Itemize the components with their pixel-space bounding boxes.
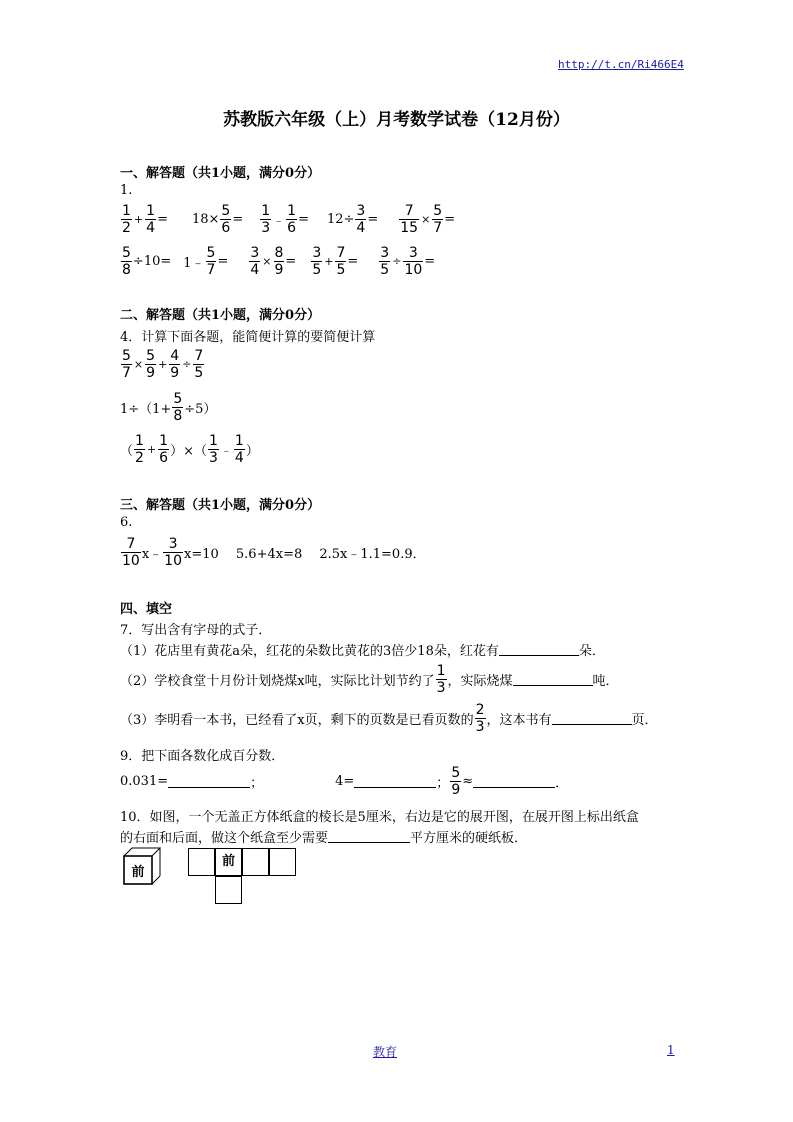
section-3-heading: 三、解答题（共1小题，满分0分）: [120, 498, 321, 513]
fraction: $\frac{7}{15}$: [400, 203, 419, 236]
question-1-number: 1.: [120, 183, 133, 198]
question-4: 4．计算下面各题，能简便计算的要简便计算: [120, 330, 376, 345]
fraction: $\frac{1}{6}$: [287, 203, 297, 236]
answer-blank[interactable]: [354, 775, 436, 788]
section-1-heading: 一、解答题（共1小题，满分0分）: [120, 166, 321, 181]
fraction: $\frac{1}{3}$: [436, 663, 446, 696]
fraction: $\frac{4}{9}$: [170, 348, 180, 381]
answer-blank[interactable]: [499, 643, 579, 656]
answer-blank[interactable]: [473, 775, 555, 788]
fraction: $\frac{7}{10}$: [122, 536, 140, 569]
fraction: $\frac{5}{9}$: [146, 348, 156, 381]
answer-blank[interactable]: [552, 712, 632, 725]
fraction: $\frac{5}{8}$: [122, 245, 131, 278]
fraction: $\frac{1}{2}$: [122, 203, 131, 236]
fraction: $\frac{5}{8}$: [173, 391, 183, 424]
fraction: $\frac{1}{3}$: [208, 433, 218, 466]
fraction: $\frac{5}{9}$: [451, 765, 461, 798]
fraction: $\frac{5}{6}$: [221, 203, 231, 236]
question-10-line-1: 10．如图，一个无盖正方体纸盒的棱长是5厘米，右边是它的展开图，在展开图上标出纸盒: [120, 810, 639, 825]
question-7: 7．写出含有字母的式子．: [120, 623, 272, 638]
fraction: $\frac{3}{5}$: [380, 245, 390, 278]
header-url[interactable]: http://t.cn/Ri466E4: [558, 58, 684, 71]
fraction: $\frac{1}{4}$: [146, 203, 156, 236]
question-9: 9．把下面各数化成百分数．: [120, 749, 285, 764]
section-2-heading: 二、解答题（共1小题，满分0分）: [120, 308, 321, 323]
fraction: $\frac{1}{4}$: [234, 433, 244, 466]
answer-blank[interactable]: [513, 673, 593, 686]
fraction: $\frac{5}{7}$: [433, 203, 443, 236]
fraction: $\frac{3}{10}$: [404, 245, 423, 278]
question-6-number: 6.: [120, 515, 133, 530]
fraction: $\frac{5}{7}$: [122, 348, 131, 381]
fraction: $\frac{3}{4}$: [356, 203, 366, 236]
fraction: $\frac{7}{5}$: [194, 348, 204, 381]
footer-link[interactable]: 教育: [373, 1045, 398, 1059]
question-7-2: （2）学校食堂十月份计划烧煤x吨，实际比计划节约了 $\frac{1}{3}$ ，实际烧煤 吨．: [120, 663, 619, 696]
net-cell: [269, 848, 296, 876]
question-7-3: （3）李明看一本书，已经看了x页，剩下的页数是已看页数的 $\frac{2}{3}$ ，这本书有 页．: [120, 702, 658, 735]
s2-expr-3: （ $\frac{1}{2}$ + $\frac{1}{6}$ ）×（ $\frac{1}{3}$ ﹣ $\frac{1}{4}$ ）: [120, 433, 259, 466]
open-box-figure: [122, 846, 162, 886]
net-cell: [215, 876, 242, 904]
net-cell: [188, 848, 215, 876]
s2-expr-2: 1÷（1+ $\frac{5}{8}$ ÷5）: [120, 391, 217, 424]
net-cell: [242, 848, 269, 876]
fraction: $\frac{2}{3}$: [475, 702, 485, 735]
fraction: $\frac{3}{10}$: [164, 536, 182, 569]
page-title: 苏教版六年级（上）月考数学试卷（12月份）: [223, 110, 570, 130]
section-4-heading: 四、填空: [120, 602, 173, 617]
fraction: $\frac{7}{5}$: [336, 245, 346, 278]
box-front-label: 前: [131, 865, 145, 880]
s1-row-1: $\frac{1}{2}$ + $\frac{1}{4}$ = 18× $\frac{5}{6}$ = $\frac{1}{3}$ ﹣ $\frac{1}{6}$ = 12÷ $\frac{3}{4}$ = $\frac{7}{15}$ × $\frac{5}{7}$ =: [122, 203, 456, 236]
question-10-line-2: 的右面和后面，做这个纸盒至少需要 平方厘米的硬纸板．: [120, 831, 528, 846]
s3-equations: $\frac{7}{10}$ x﹣ $\frac{3}{10}$ x=10 5.6+4x=8 2.5x﹣1.1=0.9．: [122, 536, 426, 569]
fraction: $\frac{1}{2}$: [135, 433, 144, 466]
page-number: 1: [667, 1043, 675, 1057]
answer-blank[interactable]: [168, 775, 250, 788]
answer-blank[interactable]: [328, 830, 410, 843]
fraction: $\frac{5}{7}$: [206, 245, 216, 278]
net-cell-front: 前: [215, 848, 242, 876]
question-7-1: （1）花店里有黄花a朵，红花的朵数比黄花的3倍少18朵，红花有 朵．: [120, 644, 605, 659]
fraction: $\frac{8}{9}$: [274, 245, 284, 278]
fraction: $\frac{3}{4}$: [250, 245, 260, 278]
fraction: $\frac{1}{3}$: [261, 203, 271, 236]
s1-row-2: $\frac{5}{8}$ ÷10= 1﹣ $\frac{5}{7}$ = $\frac{3}{4}$ × $\frac{8}{9}$ = $\frac{3}{5}$ + $\frac{7}{5}$ = $\frac{3}{5}$ ÷ $\frac{3}{10}$ =: [122, 245, 436, 278]
fraction: $\frac{1}{6}$: [159, 433, 169, 466]
s2-expr-1: $\frac{5}{7}$ × $\frac{5}{9}$ + $\frac{4}{9}$ ÷ $\frac{7}{5}$: [122, 348, 204, 381]
fraction: $\frac{3}{5}$: [312, 245, 322, 278]
question-9-items: 0.031= ； 4= ； $\frac{5}{9}$ ≈ ．: [120, 765, 569, 798]
